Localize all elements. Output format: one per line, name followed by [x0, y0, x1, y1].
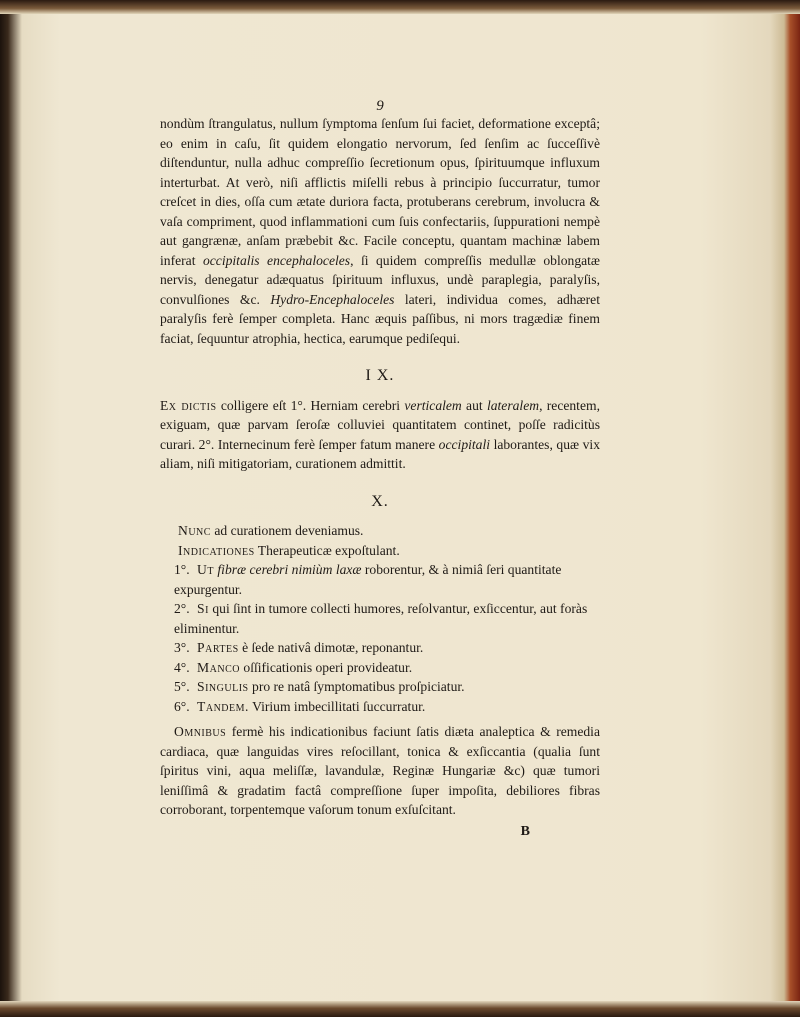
x-intro-line-1-text: ad curationem deveniamus. [214, 523, 364, 538]
page-number: 9 [376, 98, 384, 114]
paragraph-ix-italic-2: lateralem [486, 397, 540, 413]
x-intro-line-1-lead: Nunc [178, 523, 211, 538]
list-item [174, 677, 600, 697]
paragraph-ix-italic-1: verticalem [404, 397, 462, 413]
list-item-lead: Tandem. [197, 698, 249, 714]
x-intro-line-2 [174, 541, 600, 561]
list-item [174, 599, 600, 638]
list-item-text: pro re natâ ſymptomatibus proſpiciatur. [252, 679, 465, 694]
list-item [174, 560, 600, 599]
list-item-lead: Si [197, 601, 209, 616]
list-item-number: 6°. [174, 698, 190, 714]
list-item-number: 2°. [174, 601, 190, 616]
list-item [174, 638, 600, 658]
paragraph-ix-text-b: aut [466, 397, 483, 413]
x-intro-line-1 [174, 521, 600, 541]
section-heading-ix: I X. [365, 367, 395, 384]
list-item-text: roborentur, & à nimiâ ſeri quantitate expurgentur. [174, 562, 562, 597]
paragraph-1-text-a: nondùm ſtrangulatus, nullum ſymptoma ſenſum ſui faciet, deformatione exceptâ; eo enim in caſu, ſit quidem elongatio nervorum, ſed ſenſim ac ſucceſſivè diſtenduntur, nulla adhuc compreſſio ſecretionum opus, ſpirituumque influxum interturbat. At verò, niſi afflictis miſelli rebus à principio ſuccurratur, tumor creſcet in dies, oſſa cum ætate duriora facta, protuberans cerebrum, involucra & vaſa compriment, quod inflammationi cum ſuis confectariis, ſuppurationi nempè aut gangrænæ, anſam præbebit &c. Facile conceptu, quantam machinæ labem inferat [160, 116, 600, 268]
list-item-italic: fibræ cerebri nimiùm laxæ [217, 562, 362, 577]
list-item-number: 4°. [174, 659, 190, 675]
paragraph-ix-lead: Ex dictis [160, 397, 217, 413]
paragraph-omnibus [160, 722, 600, 820]
list-item-number: 1°. [174, 562, 190, 577]
list-item-lead: Manco [197, 659, 240, 675]
paragraph-ix-text-c: , recentem, exiguam, quæ parvam ſeroſæ colluviei quantitatem continet, poſſe radicitùs curari. 2°. Internecinum ferè ſemper fatum manere [160, 397, 600, 452]
x-intro-line-2-text: Therapeuticæ expoſtulant. [257, 542, 400, 558]
list-item-text: Virium imbecillitati ſuccurratur. [252, 698, 426, 714]
paragraph-omnibus-lead: Omnibus [174, 724, 227, 739]
list-item [174, 658, 600, 678]
list-item-lead: Ut [197, 562, 214, 577]
paragraph-1-italic-2: Hydro-Encephaloceles [270, 291, 395, 307]
section-heading-x: X. [371, 492, 389, 510]
paragraph-1-text-b: , ſi quidem compreſſis medullæ oblongatæ nervis, denegatur adæquatus ſpirituum influxus, undè paraplegia, paralyſis, convulſiones &c. [160, 252, 601, 307]
signature-mark: B [520, 823, 530, 839]
paragraph-ix-text-d: laborantes, quæ vix aliam, niſi mitigatoriam, curationem admittit. [160, 436, 600, 471]
page-content [160, 100, 600, 841]
paragraph-ix-italic-3: occipitali [438, 436, 491, 452]
list-item-text: è ſede nativâ dimotæ, reponantur. [242, 640, 424, 655]
list-item-number: 5°. [174, 679, 190, 694]
paragraph-ix [160, 396, 600, 474]
list-item-number: 3°. [174, 640, 190, 655]
list-item-text: oſſificationis operi provideatur. [243, 659, 413, 675]
book-edge-bottom [0, 1001, 800, 1017]
paragraph-1-text-c: lateri, individua comes, adhæret paralyſis ferè ſemper completa. Hanc æquis paſſibus, ni mors tragædiæ finem faciat, ſequuntur atrophia, hectica, earumque pediſequi. [160, 291, 600, 346]
paragraph-1-italic-1: occipitalis encephaloceles [202, 252, 351, 268]
list-item-lead: Partes [197, 640, 239, 655]
book-edge-top [0, 0, 800, 14]
list-item-text: qui ſint in tumore collecti humores, reſolvantur, exſiccentur, aut foràs eliminentur. [174, 601, 588, 636]
list-item-lead: Singulis [197, 679, 249, 694]
paragraph-ix-text-a: colligere eſt 1°. Herniam cerebri [220, 397, 401, 413]
x-intro-line-2-lead: Indicationes [178, 542, 255, 558]
paragraph-omnibus-text: fermè his indicationibus faciunt ſatis diæta analeptica & remedia cardiaca, quæ languidas vires reſocillant, tonica & exſiccantia (qualia ſunt ſpiritus vini, aqua meliſſæ, lavandulæ, Reginæ Hungariæ &c) quæ tumori leniſſimâ & gradatim factâ compreſſione ſuper impoſita, debiliores fibras corroborant, torpentemque vaſorum tonum exſuſcitant. [160, 724, 600, 817]
list-item [174, 697, 600, 717]
paragraph-1 [160, 114, 600, 348]
